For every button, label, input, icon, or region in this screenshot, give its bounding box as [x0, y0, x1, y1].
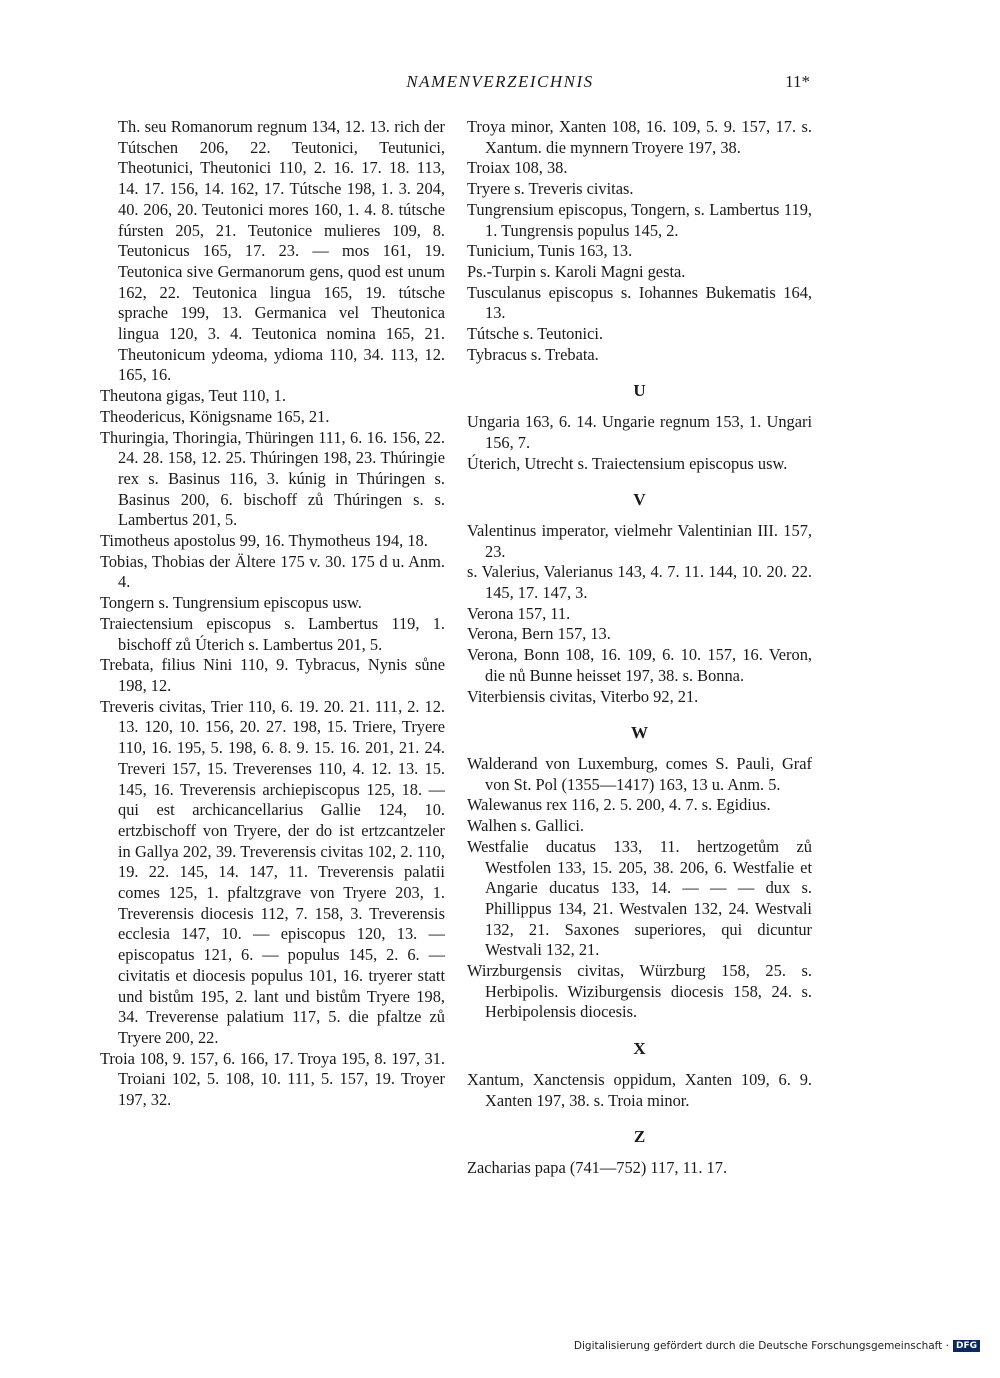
- index-entry: Treveris civitas, Trier 110, 6. 19. 20. 21. 111, 2. 12. 13. 120, 10. 156, 20. 27. 198, 15. Triere, Tryere 110, 16. 195, 5. 198, 6. 8. 9. 15. 16. 201, 21. 24. Treveri 157, 15. Treverenses 110, 4. 12. 13. 15. 145, 16. Treverensis archiepiscopus 125, 18. — qui est archicancellarius Gallie 124, 10. ertzbischoff von Tryere, der do ist ertzcantzeler in Gallya 202, 39. Treverensis civitas 102, 2. 110, 19. 22. 145, 14. 147, 11. Treverensis palatii comes 125, 1. pfaltzgrave von Tryere 203, 1. Treverensis diocesis 112, 7. 158, 3. Treverensis ecclesia 147, 10. — episcopus 120, 13. — episcopatus 121, 6. — populus 145, 2. 6. — civitatis et diocesis populus 101, 16. tryerer statt und bistům 195, 2. lant und bistům Tryere 198, 34. Treverense palatium 117, 5. die pfaltze zů Tryere 200, 22.: [100, 696, 445, 1047]
- index-entry: Tungrensium episcopus, Tongern, s. Lambertus 119, 1. Tungrensis populus 145, 2.: [467, 199, 812, 240]
- index-entry: Troya minor, Xanten 108, 16. 109, 5. 9. 157, 17. s. Xantum. die mynnern Troyere 197, 38.: [467, 117, 812, 157]
- index-entry: Walderand von Luxemburg, comes S. Pauli, Graf von St. Pol (1355—1417) 163, 13 u. Anm. 5.: [467, 753, 812, 794]
- index-entry: Tryere s. Treveris civitas.: [467, 179, 634, 199]
- index-entry: Walewanus rex 116, 2. 5. 200, 4. 7. s. Egidius.: [467, 795, 771, 815]
- index-entry: Tongern s. Tungrensium episcopus usw.: [100, 593, 362, 613]
- index-entry: Verona, Bern 157, 13.: [467, 624, 611, 644]
- page-title: NAMENVERZEICHNIS: [406, 72, 594, 91]
- index-entry: Tunicium, Tunis 163, 13.: [467, 241, 633, 261]
- page-number: 11*: [785, 72, 810, 91]
- left-column: [100, 117, 445, 1111]
- index-entry: Timotheus apostolus 99, 16. Thymotheus 194, 18.: [100, 531, 428, 551]
- section-letter: X: [633, 1039, 646, 1059]
- index-entry: Viterbiensis civitas, Viterbo 92, 21.: [467, 686, 699, 706]
- section-letter: U: [633, 381, 646, 401]
- index-entry: Ps.-Turpin s. Karoli Magni gesta.: [467, 261, 686, 281]
- index-entry: Verona 157, 11.: [467, 603, 571, 623]
- footer-text: Digitalisierung gefördert durch die Deutsche Forschungsgemeinschaft ·: [573, 1340, 949, 1352]
- index-entry: Úterich, Utrecht s. Traiectensium episcopus usw.: [467, 453, 788, 473]
- section-letter: W: [631, 723, 648, 743]
- section-letter: Z: [633, 1127, 646, 1147]
- index-entry: Thuringia, Thoringia, Thüringen 111, 6. 16. 156, 22. 24. 28. 158, 12. 25. Thúringen 198, 23. Thúringie rex s. Basinus 116, 3. kúnig in Thúringen s. Basinus 200, 6. bischoff zů Thúringen s. s. Lambertus 201, 5.: [100, 427, 445, 530]
- index-entry: Th. seu Romanorum regnum 134, 12. 13. rich der Tútschen 206, 22. Teutonici, Teutunici, Theotunici, Theutonici 110, 2. 16. 17. 18. 113, 14. 17. 156, 14. 162, 17. Tútsche 198, 1. 3. 204, 40. 206, 20. Teutonici mores 160, 1. 4. 8. tútsche fúrsten 205, 21. Teutonice mulieres 109, 8. Teutonicus 165, 17. 23. — mos 161, 19. Teutonica sive Germanorum gens, quod est unum 162, 22. Teutonica lingua 165, 19. tútsche sprache 199, 13. Germanica vel Theutonica lingua 120, 3. 4. Teutonica nomina 165, 21. Theutonicum ydeoma, ydioma 110, 34. 113, 12. 165, 16.: [118, 117, 445, 385]
- index-entry: s. Valerius, Valerianus 143, 4. 7. 11. 144, 10. 20. 22. 145, 17. 147, 3.: [467, 562, 812, 603]
- right-column: [467, 117, 812, 1179]
- index-entry: Westfalie ducatus 133, 11. hertzogetům zů Westfolen 133, 15. 205, 38. 206, 6. Westfalie et Angarie ducatus 133, 14. — — — dux s. Phillippus 134, 21. Westvalen 132, 24. Westvali 132, 21. Saxones superiores, qui dicuntur Westvali 132, 21.: [467, 836, 812, 960]
- index-entry: Zacharias papa (741—752) 117, 11. 17.: [467, 1157, 728, 1177]
- index-entry: Tobias, Thobias der Ältere 175 v. 30. 175 d u. Anm. 4.: [100, 551, 445, 592]
- footer: [574, 1340, 980, 1352]
- index-entry: Theutona gigas, Teut 110, 1.: [100, 386, 286, 406]
- dfg-logo: DFG: [953, 1340, 980, 1352]
- index-entry: Ungaria 163, 6. 14. Ungarie regnum 153, 1. Ungari 156, 7.: [467, 412, 812, 452]
- index-entry: Valentinus imperator, vielmehr Valentinian III. 157, 23.: [467, 520, 812, 561]
- index-entry: Wirzburgensis civitas, Würzburg 158, 25. s. Herbipolis. Wiziburgensis diocesis 158, 24. s. Herbipolensis diocesis.: [467, 961, 812, 1022]
- index-entry: Verona, Bonn 108, 16. 109, 6. 10. 157, 16. Veron, die nů Bunne heisset 197, 38. s. Bonna.: [467, 645, 812, 685]
- index-entry: Tusculanus episcopus s. Iohannes Bukematis 164, 13.: [467, 282, 812, 323]
- index-entry: Troia 108, 9. 157, 6. 166, 17. Troya 195, 8. 197, 31. Troiani 102, 5. 108, 10. 111, 5. 157, 19. Troyer 197, 32.: [100, 1048, 445, 1110]
- index-entry: Traiectensium episcopus s. Lambertus 119, 1. bischoff zů Úterich s. Lambertus 201, 5.: [100, 613, 445, 654]
- index-entry: Theodericus, Königsname 165, 21.: [100, 406, 330, 426]
- section-letter: V: [633, 490, 646, 510]
- index-entry: Troiax 108, 38.: [467, 158, 568, 178]
- index-entry: Tútsche s. Teutonici.: [467, 324, 604, 344]
- index-entry: Trebata, filius Nini 110, 9. Tybracus, Nynis sůne 198, 12.: [100, 655, 445, 695]
- index-entry: Tybracus s. Trebata.: [467, 344, 599, 364]
- index-entry: Xantum, Xanctensis oppidum, Xanten 109, 6. 9. Xanten 197, 38. s. Troia minor.: [467, 1069, 812, 1110]
- index-entry: Walhen s. Gallici.: [467, 816, 585, 836]
